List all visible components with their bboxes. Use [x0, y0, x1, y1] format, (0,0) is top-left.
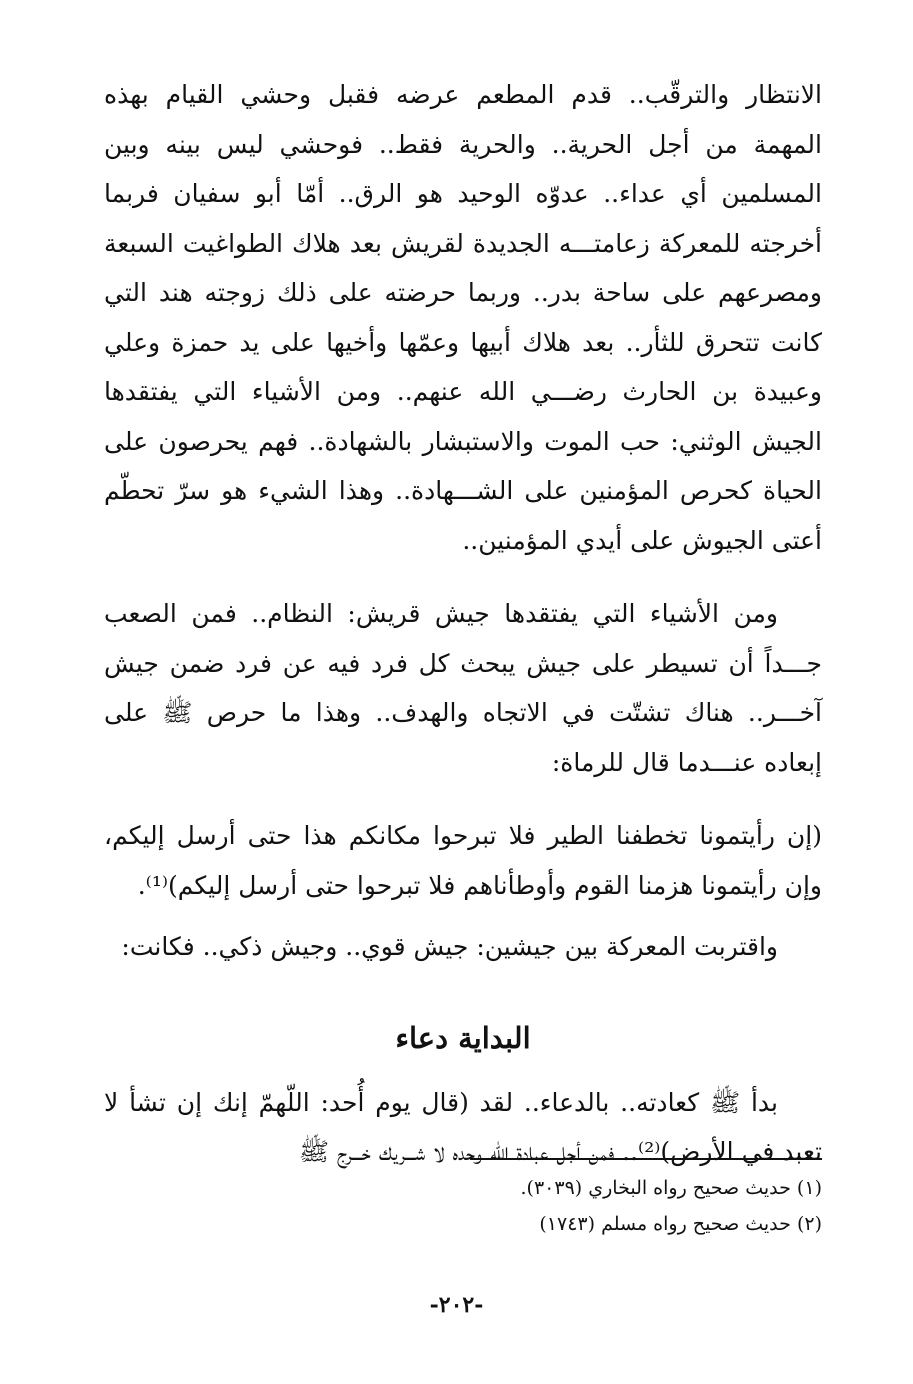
footnote-2: (٢) حديث صحيح رواه مسلم (١٧٤٣)	[539, 1213, 822, 1235]
paragraph-1: الانتظار والترقّب.. قدم المطعم عرضه فقبل وحشي القيام بهذه المهمة من أجل الحرية.. والحرية فقط.. فوحشي ليس بينه وبين المسلمين أي عداء.. عدوّه الوحيد هو الرق.. أمّا أبو سفيان فربما أخرجته للمعركة زعامتـــه الجديدة لقريش بعد هلاك الطواغيت السبعة ومصرعهم على ساحة بدر.. وربما حرضته على ذلك زوجته هند التي كانت تتحرق للثأر.. بعد هلاك أبيها وعمّها وأخيها على يد حمزة وعلي وعبيدة بن الحارث رضـــي الله عنهم.. ومن الأشياء التي يفتقدها الجيش الوثني: حب الموت والاستبشار بالشهادة.. فهم يحرصون على الحياة كحرص المؤمنين على الشـــهادة.. وهذا الشيء هو سرّ تحطّم أعتى الجيوش على أيدي المؤمنين..	[104, 80, 822, 555]
hadith-quote: (إن رأيتمونا تخطفنا الطير فلا تبرحوا مكانكم هذا حتى أرسل إليكم، وإن رأيتمونا هزمنا القوم وأوطأناهم فلا تبرحوا حتى أرسل إليكم)⁽¹⁾.	[104, 821, 822, 900]
page-body	[104, 70, 822, 1177]
page-number: -٢٠٢-	[429, 1292, 484, 1318]
section-heading: البداية دعاء	[395, 1020, 531, 1055]
footnote-divider	[470, 1158, 822, 1160]
paragraph-4: واقتربت المعركة بين جيشين: جيش قوي.. وجيش ذكي.. فكانت:	[121, 932, 778, 961]
footnote-1: (١) حديث صحيح رواه البخاري (٣٠٣٩).	[520, 1177, 822, 1199]
paragraph-2: ومن الأشياء التي يفتقدها جيش قريش: النظام.. فمن الصعب جـــداً أن تسيطر على جيش يبحث كل فرد فيه عن فرد ضمن جيش آخـــر.. هناك تشتّت في الاتجاه والهدف.. وهذا ما حرص ﷺ على إبعاده عنـــدما قال للرماة:	[104, 599, 822, 777]
paragraph-5: بدأ ﷺ كعادته.. بالدعاء.. لقد (قال يوم أُحد: اللّهمّ إنك إن تشأ لا تعبد في الأرض)⁽²⁾.. فمن أجل عبادة الله وحده لا شـــريك خـــرج ﷺ	[104, 1087, 822, 1166]
footnotes	[104, 1170, 822, 1242]
